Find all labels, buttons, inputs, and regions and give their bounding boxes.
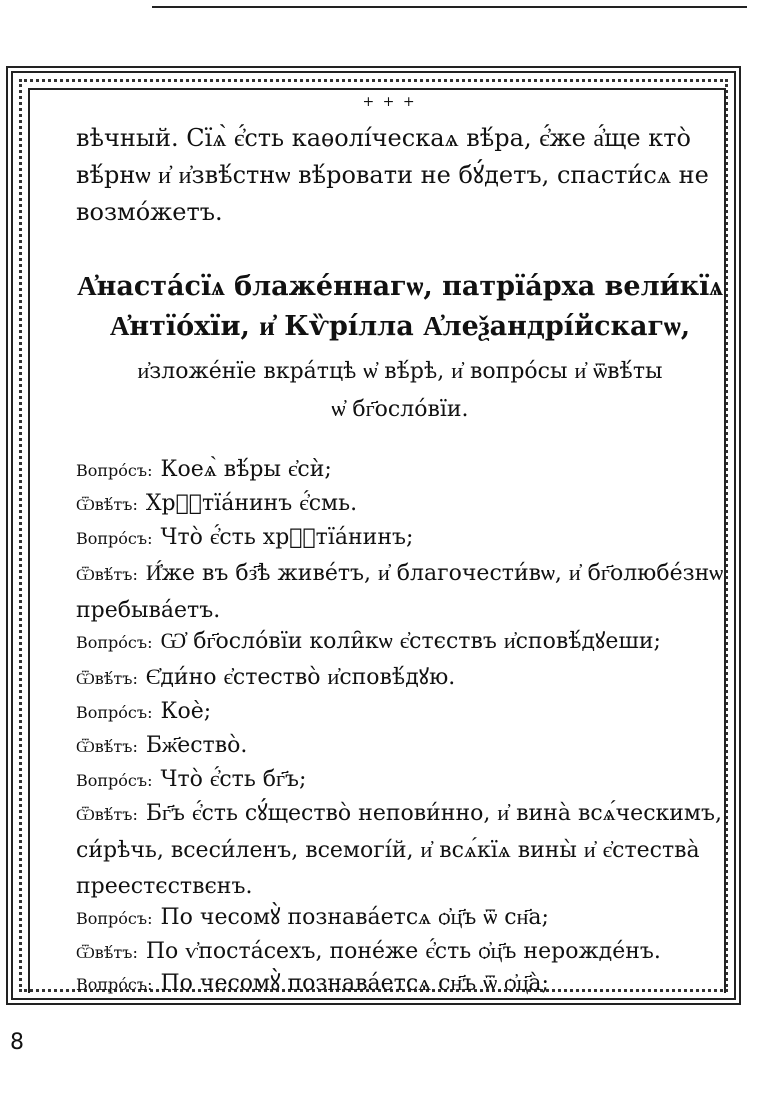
section-title-line2: А҆нтїо́хїи, и҆ Кѷрі́лла А҆леѯандрі́йскагѡ, [109,311,691,342]
qa-text: По чесомꙋ̀ познава́етсѧ ѻ҆ц҃ъ ѿ сн҃а; [160,905,549,930]
qa-label: Вопро́съ: [76,529,153,548]
qa-label: Ѿвѣ́тъ: [76,943,138,962]
qa-text: Коѐ; [160,699,212,724]
qa-label: Ѿвѣ́тъ: [76,565,138,584]
qa-text: По чесомꙋ̀ познава́етсѧ сн҃ъ ѿ ѻ҆ц҃а̀; [160,971,549,996]
qa-item [76,556,726,629]
qa-item [76,452,726,489]
qa-text: Бж҃ество̀. [145,733,248,758]
qa-label: Ѿвѣ́тъ: [76,495,138,514]
qa-text: Что̀ є҆́сть бг҃ъ; [160,767,307,792]
qa-item [76,694,726,731]
qa-label: Ѿвѣ́тъ: [76,737,138,756]
qa-text: Что̀ є҆́сть хрⷭ҇тїа́нинъ; [160,525,414,550]
qa-item [76,624,726,661]
header-ornament: + + + [362,94,417,110]
qa-text: Ѡ҆ бг҃осло́вїи коли̑кѡ є҆стєствъ и҆сповѣ́дꙋеши; [160,629,661,654]
qa-item [76,486,726,523]
qa-item [76,762,726,799]
qa-item [76,796,726,905]
qa-label: Ѿвѣ́тъ: [76,669,138,688]
qa-item [76,660,726,697]
qa-text: Є҆ди́но є҆стество̀ и҆сповѣ́дꙋю. [145,665,456,690]
qa-text: Коеѧ̀ вѣ́ры є҆сѝ; [160,457,332,482]
qa-item [76,728,726,765]
qa-text: Хрⷭ҇тїа́нинъ є҆́смь. [145,491,358,516]
qa-text: По ѵ҆поста́сехъ, поне́же є҆́сть ѻ҆ц҃ъ нерожде́нъ. [145,939,661,964]
qa-item [76,966,726,1003]
qa-text: И҆́же въ бз҃ѣ живе́тъ, и҆ благочести́вѡ, и҆ бг҃олюбе́знѡ пребыва́етъ. [76,561,724,623]
section-subtitle-line2: ѡ҆ бг҃осло́вїи. [331,397,469,422]
qa-label: Вопро́съ: [76,975,153,994]
qa-item [76,900,726,937]
page-number: 8 [10,1030,24,1055]
qa-label: Вопро́съ: [76,909,153,928]
qa-text: Бг҃ъ є҆́сть сꙋ́щество̀ непови́нно, и҆ вина̀ всѧ́ческимъ, си́рѣчь, всеси́ленъ, всемогі́й, и҆ всѧ́кїѧ вины̀ и҆ є҆стества̀ преестєствєнъ. [76,801,723,899]
top-rule [152,0,747,8]
qa-label: Вопро́съ: [76,633,153,652]
section-title-line1: А҆наста́сїѧ блаже́ннагѡ, патрїа́рха вели́кїѧ [77,271,723,302]
qa-item [76,520,726,557]
qa-label: Вопро́съ: [76,703,153,722]
section-subtitle-line1: и҆зложе́нїе вкра́тцѣ ѡ҆ вѣ́рѣ, и҆ вопро́сы и҆ ѿвѣ́ты [137,359,663,384]
qa-label: Вопро́съ: [76,771,153,790]
qa-label: Ѿвѣ́тъ: [76,805,138,824]
qa-label: Вопро́съ: [76,461,153,480]
opening-paragraph: вѣчный. Сїѧ̀ є҆́сть каѳолі́ческаѧ вѣ́ра, є҆́же а҆́ще кто̀ вѣ́рнѡ и҆ и҆звѣ́стнѡ вѣ́ровати не бꙋ́детъ, спасти́сѧ не возмо́жетъ. [76,124,709,226]
